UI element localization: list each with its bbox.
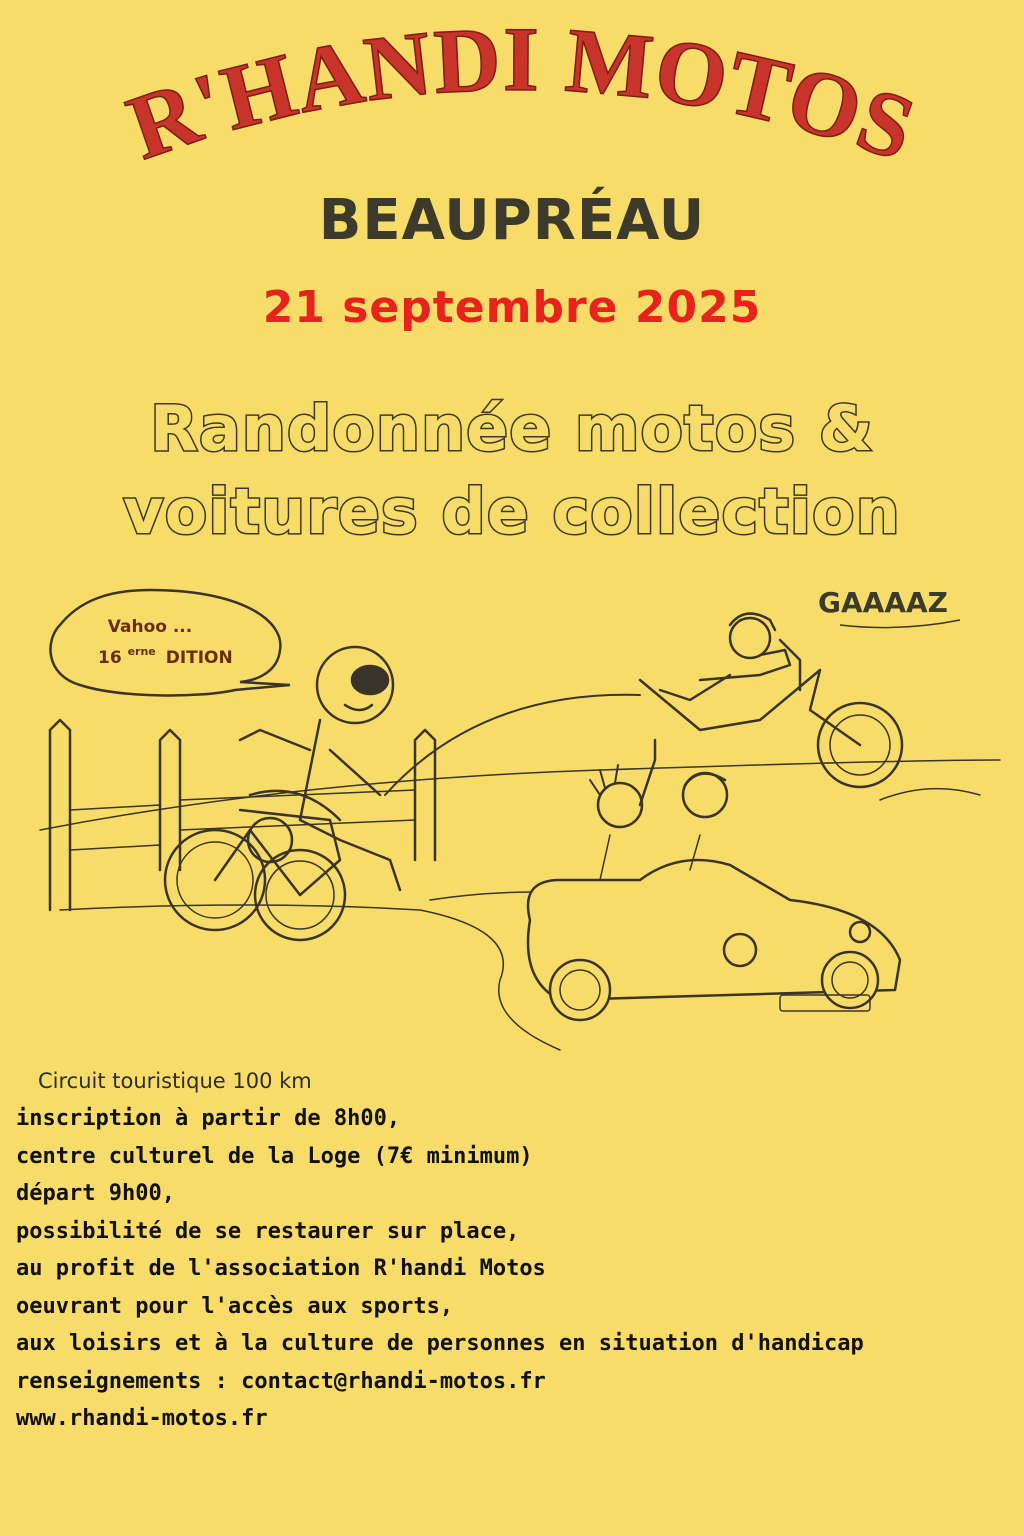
website-line: www.rhandi-motos.fr: [16, 1406, 268, 1431]
subtitle-line-2: voitures de collection: [123, 475, 901, 548]
bubble-edition-sup: erne: [127, 645, 156, 658]
bubble-edition-number: 16: [98, 648, 122, 668]
classic-car: [528, 740, 900, 1020]
info-line: inscription à partir de 8h00,: [16, 1106, 401, 1131]
bubble-text-line-1: Vahoo ...: [107, 617, 193, 637]
city-name: BEAUPRÉAU: [318, 188, 706, 253]
event-date: 21 septembre 2025: [262, 282, 762, 333]
wheelchair-rider: [640, 614, 902, 787]
event-info: [16, 1066, 1006, 1438]
contact-email-line: renseignements : contact@rhandi-motos.fr: [16, 1368, 546, 1394]
info-line: au profit de l'association R'handi Motos: [16, 1256, 546, 1281]
fence: [50, 720, 435, 910]
event-title-text: R'HANDI MOTOS: [115, 7, 928, 181]
circuit-info: Circuit touristique 100 km: [38, 1069, 312, 1093]
subtitle-line-1: Randonnée motos &: [150, 392, 874, 465]
illustration: [0, 580, 1024, 1060]
speech-bubble: [50, 590, 290, 695]
info-line: aux loisirs et à la culture de personnes en situation d'handicap: [16, 1331, 864, 1356]
info-line: centre culturel de la Loge (7€ minimum): [16, 1143, 533, 1169]
sound-effect-text: GAAAAZ: [818, 586, 948, 619]
info-line: possibilité de se restaurer sur place,: [16, 1218, 520, 1244]
info-line: départ 9h00,: [16, 1181, 175, 1206]
svg-text:R'HANDI MOTOS: [116, 8, 928, 181]
bubble-edition-word: DITION: [165, 648, 233, 668]
info-line: oeuvrant pour l'accès aux sports,: [16, 1293, 454, 1319]
